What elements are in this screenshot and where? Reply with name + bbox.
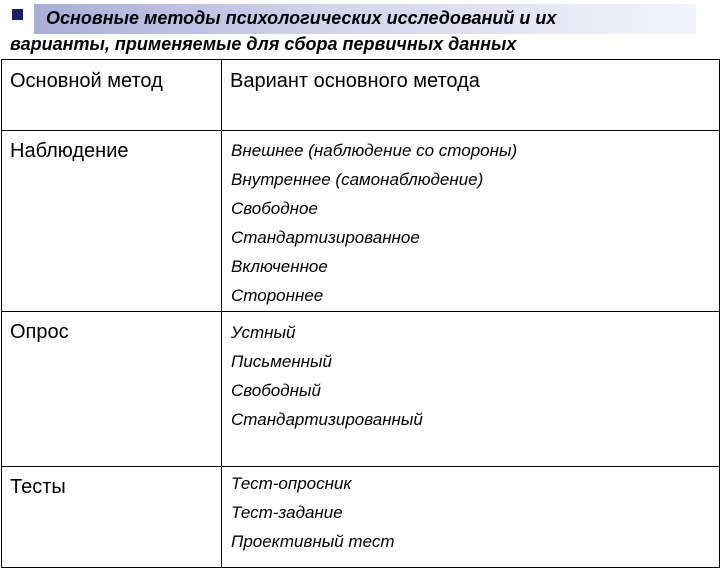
variants-list (222, 312, 719, 434)
methods-table (1, 59, 720, 568)
table-header-row (2, 60, 720, 131)
list-item: Проективный тест (231, 532, 395, 551)
list-item: Стандартизированный (231, 410, 423, 429)
method-cell: Тесты (2, 467, 222, 568)
list-item: Внешнее (наблюдение со стороны) (231, 141, 518, 160)
variants-list (222, 467, 719, 556)
list-item: Тест-задание (231, 503, 343, 522)
slide-title (10, 5, 700, 57)
method-cell: Опрос (2, 312, 222, 467)
list-item: Тест-опросник (231, 474, 352, 493)
column-header-method: Основной метод (2, 60, 222, 131)
list-item: Устный (231, 323, 296, 342)
list-item: Стандартизированное (231, 228, 420, 247)
slide-title-line-1: Основные методы психологических исследований и их (46, 8, 557, 28)
slide-header (0, 0, 720, 60)
list-item: Письменный (231, 352, 332, 371)
slide-title-line-2: варианты, применяемые для сбора первичных данных (10, 34, 517, 54)
column-header-variant: Вариант основного метода (222, 60, 720, 131)
table-row (2, 467, 720, 568)
list-item: Внутреннее (самонаблюдение) (231, 170, 484, 189)
list-item: Свободный (231, 381, 321, 400)
list-item: Включенное (231, 257, 328, 276)
variants-cell (222, 312, 720, 467)
variants-cell (222, 467, 720, 568)
variants-list (222, 131, 719, 310)
method-cell: Наблюдение (2, 131, 222, 312)
table-row (2, 312, 720, 467)
variants-cell (222, 131, 720, 312)
table-row (2, 131, 720, 312)
list-item: Свободное (231, 199, 318, 218)
list-item: Стороннее (231, 286, 324, 305)
